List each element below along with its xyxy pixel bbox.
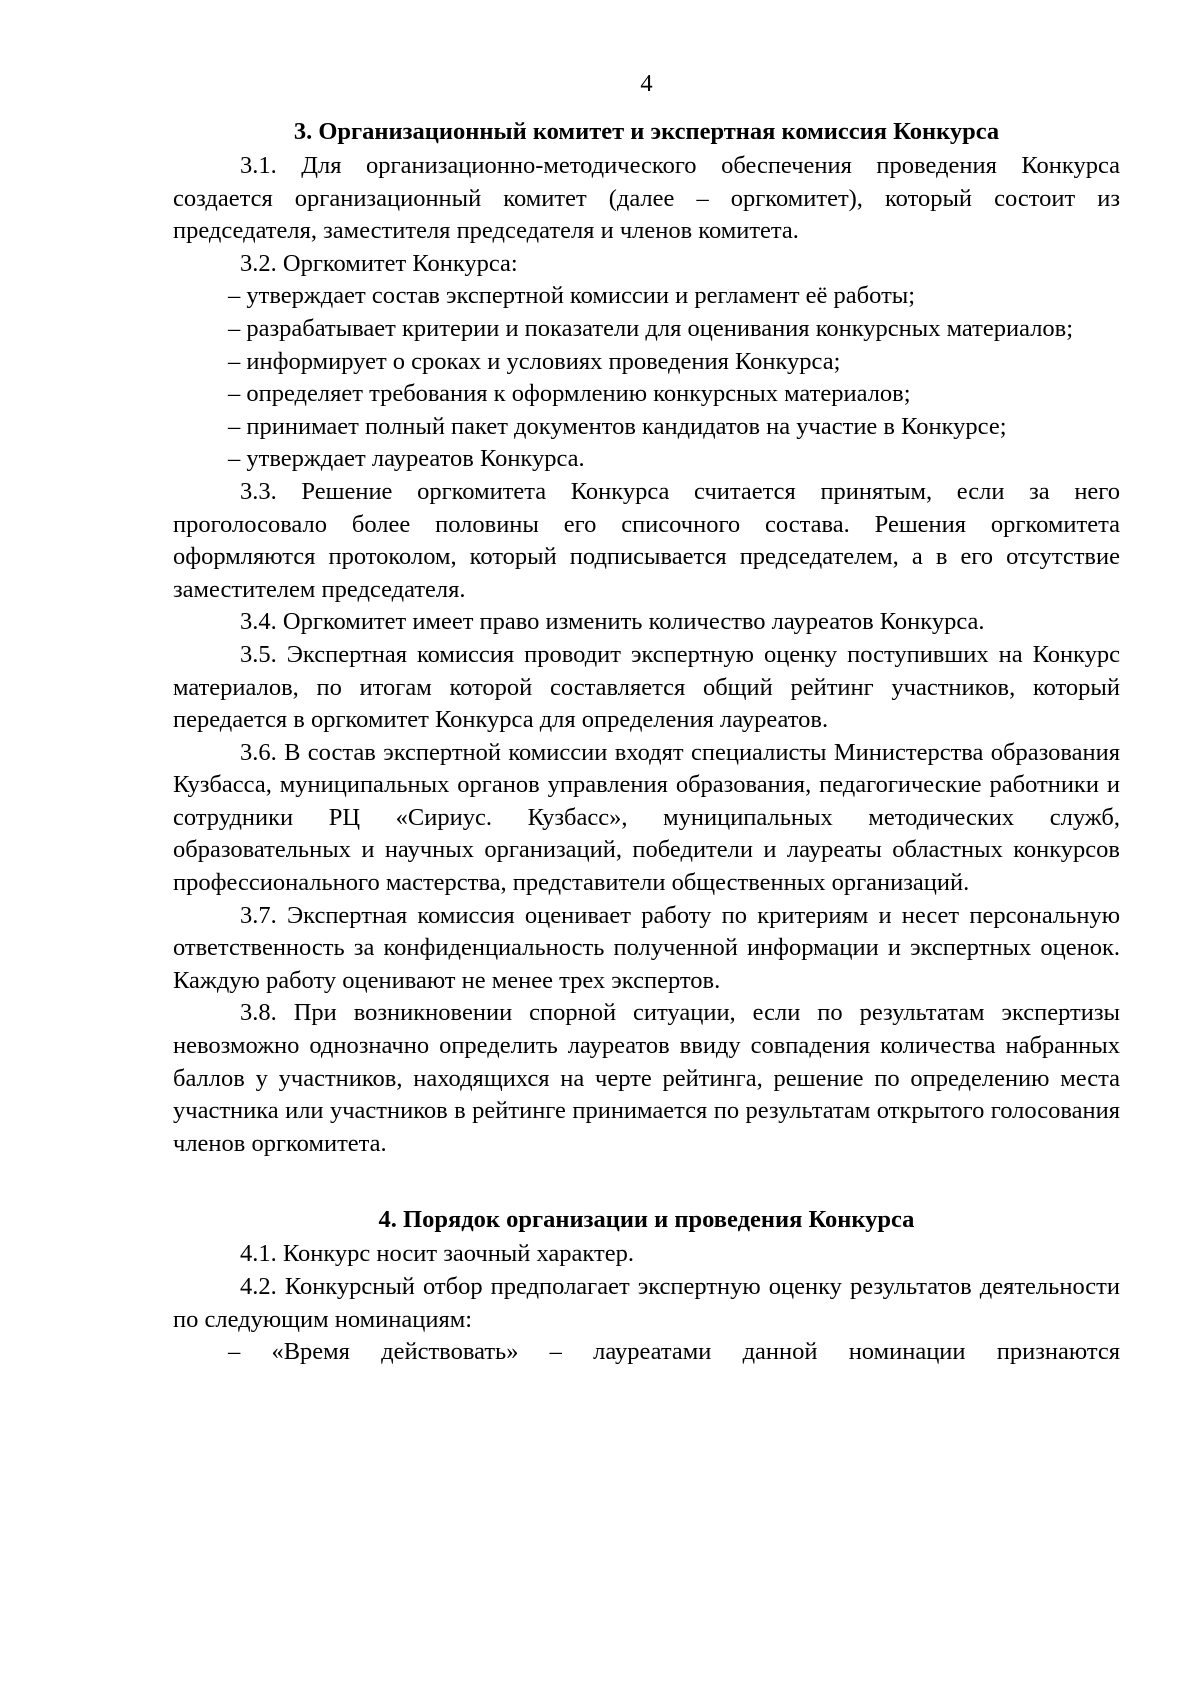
paragraph-3-6: 3.6. В состав экспертной комиссии входят специалисты Министерства образования Кузбасса, муниципальных органов управления образования, педагогические работники и сотрудники РЦ «Сириус. Кузбасс», муниципальных методических служб, образовательных и научных организаций, победители и лауреаты областных конкурсов профессионального мастерства, представители общественных организаций.: [173, 738, 1120, 897]
list-item-inform-terms: – информирует о сроках и условиях проведения Конкурса;: [228, 347, 841, 375]
section-3-heading: 3. Организационный комитет и экспертная комиссия Конкурса: [293, 118, 1000, 145]
list-item-accept-documents: – принимает полный пакет документов кандидатов на участие в Конкурсе;: [228, 412, 1007, 440]
paragraph-4-1: 4.1. Конкурс носит заочный характер.: [240, 1240, 634, 1268]
paragraph-3-8: 3.8. При возникновении спорной ситуации, если по результатам экспертизы невозможно однозначно определить лауреатов ввиду совпадения количества набранных баллов у участников, находящихся на черте рейтинга, решение по определению места участника или участников в рейтинге принимается по результатам открытого голосования членов оргкомитета.: [173, 999, 1120, 1157]
paragraph-3-7: 3.7. Экспертная комиссия оценивает работу по критериям и несет персональную ответственность за конфиденциальность полученной информации и экспертных оценок. Каждую работу оценивают не менее трех экспертов.: [173, 901, 1120, 994]
page-number: 4: [640, 70, 653, 97]
list-item-approve-commission: – утверждает состав экспертной комиссии и регламент её работы;: [228, 282, 916, 310]
paragraph-3-3: 3.3. Решение оргкомитета Конкурса считается принятым, если за него проголосовало более половины его списочного состава. Решения оргкомитета оформляются протоколом, который подписывается председателем, а в его отсутствие заместителем председателя.: [173, 477, 1120, 603]
list-item-define-requirements: – определяет требования к оформлению конкурсных материалов;: [228, 380, 911, 408]
paragraph-3-5: 3.5. Экспертная комиссия проводит экспертную оценку поступивших на Конкурс материалов, по итогам которой составляется общий рейтинг участников, который передается в оргкомитет Конкурса для определения лауреатов.: [173, 640, 1120, 734]
paragraph-3-4: 3.4. Оргкомитет имеет право изменить количество лауреатов Конкурса.: [240, 608, 985, 636]
list-item-develop-criteria: – разрабатывает критерии и показатели для оценивания конкурсных материалов;: [228, 314, 1074, 342]
list-item-approve-laureates: – утверждает лауреатов Конкурса.: [228, 445, 585, 473]
paragraph-4-2: 4.2. Конкурсный отбор предполагает экспертную оценку результатов деятельности по следующим номинациям:: [173, 1273, 1120, 1333]
document-page: [173, 68, 1120, 1369]
paragraph-3-1: 3.1. Для организационно-методического обеспечения проведения Конкурса создается организационный комитет (далее – оргкомитет), который состоит из председателя, заместителя председателя и членов комитета.: [173, 152, 1120, 245]
paragraph-3-2: 3.2. Оргкомитет Конкурса:: [240, 249, 518, 277]
section-4-heading: 4. Порядок организации и проведения Конкурса: [378, 1206, 915, 1234]
nomination-time-to-act: – «Время действовать» – лауреатами данной номинации признаются: [228, 1338, 1120, 1366]
